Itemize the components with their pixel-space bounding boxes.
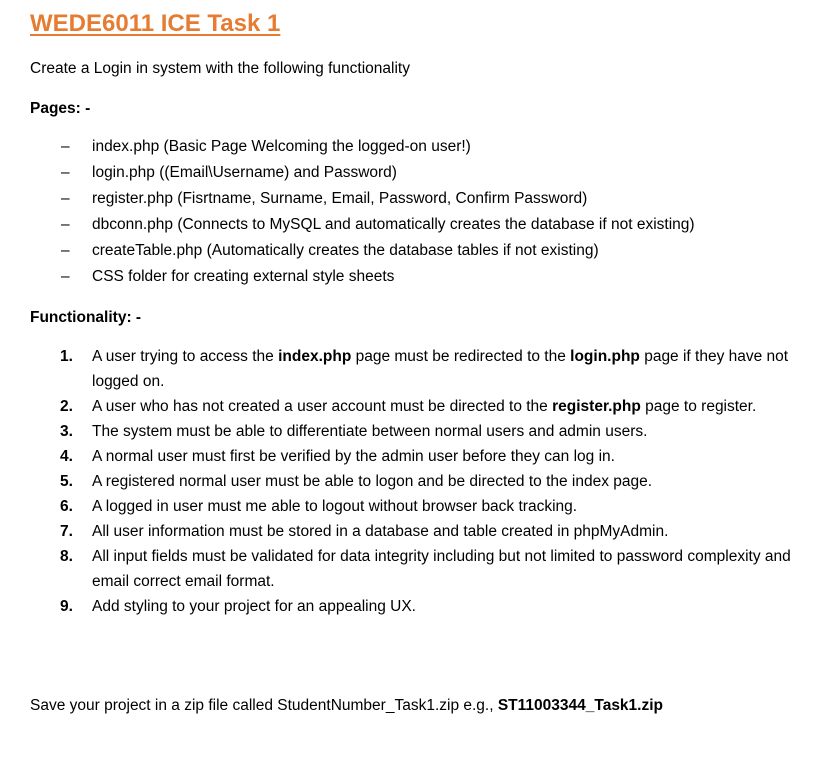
- page-item-text: index.php (Basic Page Welcoming the logged-on user!): [92, 138, 471, 155]
- list-item: [30, 394, 810, 419]
- intro-text: Create a Login in system with the following functionality: [30, 60, 410, 77]
- list-item: [30, 344, 810, 394]
- item-text: A logged in user must me able to logout without browser back tracking.: [92, 498, 578, 515]
- pages-heading: Pages: -: [30, 100, 91, 117]
- list-item: [30, 189, 695, 215]
- item-text: Add styling to your project for an appealing UX.: [92, 598, 416, 615]
- document-title: WEDE6011 ICE Task 1: [30, 10, 281, 37]
- list-item: [30, 137, 695, 163]
- dash-bullet: –: [61, 242, 70, 259]
- filename-bold: register.php: [552, 398, 641, 415]
- item-text: page if they have not logged on.: [92, 348, 789, 390]
- page-item-text: login.php ((Email\Username) and Password): [92, 164, 397, 181]
- functionality-list: [30, 344, 810, 619]
- item-number: 7.: [60, 523, 73, 540]
- dash-bullet: –: [61, 216, 70, 233]
- item-text: A user who has not created a user account must be directed to the: [92, 398, 553, 415]
- filename-bold: index.php: [278, 348, 352, 365]
- list-item: [30, 544, 810, 594]
- item-text: page must be redirected to the: [351, 348, 571, 365]
- page-item-text: CSS folder for creating external style sheets: [92, 268, 395, 285]
- page-item-text: createTable.php (Automatically creates the database tables if not existing): [92, 242, 599, 259]
- list-item: [30, 594, 810, 619]
- dash-bullet: –: [61, 268, 70, 285]
- page-item-text: dbconn.php (Connects to MySQL and automatically creates the database if not existing): [92, 216, 695, 233]
- dash-bullet: –: [61, 190, 70, 207]
- item-number: 9.: [60, 598, 73, 615]
- item-text: The system must be able to differentiate between normal users and admin users.: [92, 423, 648, 440]
- dash-bullet: –: [61, 138, 70, 155]
- item-text: page to register.: [640, 398, 757, 415]
- list-item: [30, 267, 695, 293]
- item-text: A registered normal user must be able to logon and be directed to the index page.: [92, 473, 653, 490]
- item-number: 6.: [60, 498, 73, 515]
- zip-example: ST11003344_Task1.zip: [497, 697, 664, 714]
- save-instructions: [30, 697, 663, 715]
- item-text: A user trying to access the: [92, 348, 279, 365]
- item-number: 3.: [60, 423, 73, 440]
- footer-text: Save your project in a zip file called StudentNumber_Task1.zip e.g.,: [30, 697, 498, 714]
- pages-list: [30, 137, 695, 293]
- item-number: 1.: [60, 348, 73, 365]
- list-item: [30, 419, 810, 444]
- list-item: [30, 494, 810, 519]
- list-item: [30, 215, 695, 241]
- item-number: 2.: [60, 398, 73, 415]
- item-text: A normal user must first be verified by the admin user before they can log in.: [92, 448, 615, 465]
- list-item: [30, 241, 695, 267]
- list-item: [30, 519, 810, 544]
- item-number: 5.: [60, 473, 73, 490]
- list-item: [30, 163, 695, 189]
- page-item-text: register.php (Fisrtname, Surname, Email, Password, Confirm Password): [92, 190, 588, 207]
- item-number: 4.: [60, 448, 73, 465]
- item-text: All user information must be stored in a database and table created in phpMyAdmin.: [92, 523, 669, 540]
- functionality-heading: Functionality: -: [30, 309, 142, 326]
- item-number: 8.: [60, 548, 73, 565]
- dash-bullet: –: [61, 164, 70, 181]
- filename-bold: login.php: [570, 348, 640, 365]
- list-item: [30, 444, 810, 469]
- list-item: [30, 469, 810, 494]
- item-text: All input fields must be validated for data integrity including but not limited to password complexity and email correct email format.: [92, 548, 791, 590]
